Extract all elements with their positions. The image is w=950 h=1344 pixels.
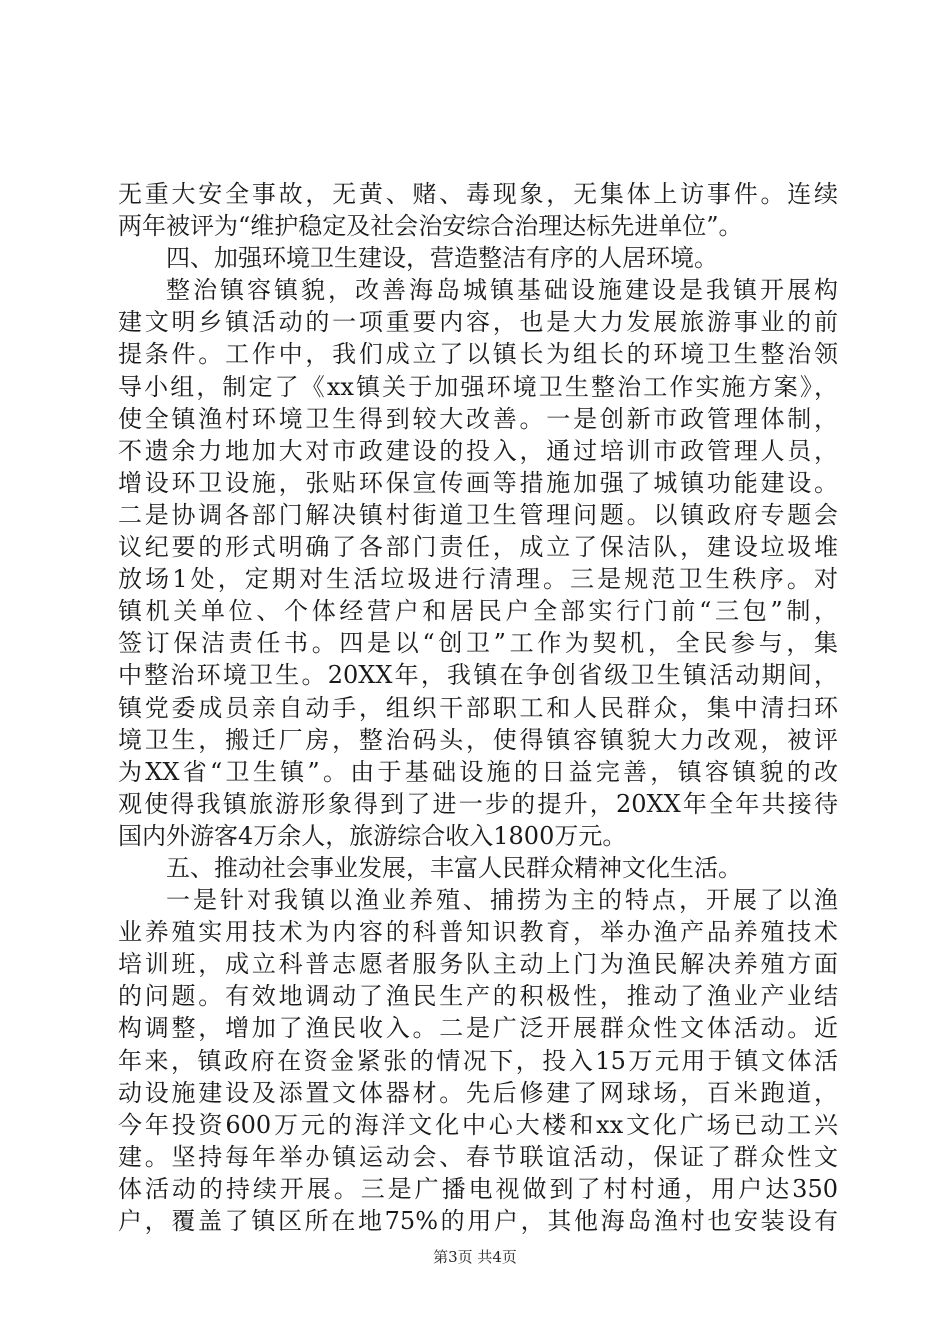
text-line: 中整治环境卫生。20XX年，我镇在争创省级卫生镇活动期间， <box>118 661 838 690</box>
text-line: 境卫生，搬迁厂房，整治码头，使得镇容镇貌大力改观，被评 <box>118 725 838 754</box>
text-line: 整治镇容镇貌，改善海岛城镇基础设施建设是我镇开展构 <box>166 276 838 305</box>
text-line: 四、加强环境卫生建设，营造整洁有序的人居环境。 <box>166 244 718 273</box>
text-line: 观使得我镇旅游形象得到了进一步的提升，20XX年全年共接待 <box>118 789 838 818</box>
text-line: 使全镇渔村环境卫生得到较大改善。一是创新市政管理体制， <box>118 404 838 433</box>
text-line: 构调整，增加了渔民收入。二是广泛开展群众性文体活动。近 <box>118 1014 838 1043</box>
page-footer: 第3页 共4页 <box>433 1248 517 1266</box>
text-line: 不遗余力地加大对市政建设的投入，通过培训市政管理人员， <box>118 436 838 465</box>
document-body <box>118 178 838 1237</box>
text-line: 建。坚持每年举办镇运动会、春节联谊活动，保证了群众性文 <box>118 1142 838 1171</box>
text-line: 提条件。工作中，我们成立了以镇长为组长的环境卫生整治领 <box>118 340 838 369</box>
text-line: 国内外游客4万余人，旅游综合收入1800万元。 <box>118 821 627 850</box>
text-line: 为XX省“卫生镇”。由于基础设施的日益完善，镇容镇貌的改 <box>118 757 838 786</box>
text-line: 两年被评为“维护稳定及社会治安综合治理达标先进单位”。 <box>118 212 743 241</box>
text-line: 二是协调各部门解决镇村街道卫生管理问题。以镇政府专题会 <box>118 500 838 529</box>
text-line: 五、推动社会事业发展，丰富人民群众精神文化生活。 <box>166 853 742 882</box>
text-line: 一是针对我镇以渔业养殖、捕捞为主的特点，开展了以渔 <box>166 886 838 915</box>
text-line: 导小组，制定了《xx镇关于加强环境卫生整治工作实施方案》， <box>118 372 838 401</box>
text-line: 镇党委成员亲自动手，组织干部职工和人民群众，集中清扫环 <box>118 693 838 722</box>
text-line: 议纪要的形式明确了各部门责任，成立了保洁队，建设垃圾堆 <box>118 533 838 562</box>
text-line: 动设施建设及添置文体器材。先后修建了网球场，百米跑道， <box>118 1078 838 1107</box>
text-line: 镇机关单位、个体经营户和居民户全部实行门前“三包”制， <box>118 597 838 626</box>
text-line: 户，覆盖了镇区所在地75%的用户，其他海岛渔村也安装设有 <box>118 1207 838 1235</box>
text-line: 的问题。有效地调动了渔民生产的积极性，推动了渔业产业结 <box>118 982 838 1011</box>
text-line: 培训班，成立科普志愿者服务队主动上门为渔民解决养殖方面 <box>118 950 838 979</box>
text-line: 建文明乡镇活动的一项重要内容，也是大力发展旅游事业的前 <box>118 308 838 337</box>
text-line: 今年投资600万元的海洋文化中心大楼和xx文化广场已动工兴 <box>118 1110 838 1139</box>
text-line: 签订保洁责任书。四是以“创卫”工作为契机，全民参与，集 <box>118 629 838 658</box>
text-line: 体活动的持续开展。三是广播电视做到了村村通，用户达350 <box>118 1174 838 1203</box>
text-line: 放场1处，定期对生活垃圾进行清理。三是规范卫生秩序。对 <box>118 565 838 594</box>
text-line: 年来，镇政府在资金紧张的情况下，投入15万元用于镇文体活 <box>118 1046 838 1075</box>
text-line: 增设环卫设施，张贴环保宣传画等措施加强了城镇功能建设。 <box>118 468 838 497</box>
text-line: 业养殖实用技术为内容的科普知识教育，举办渔产品养殖技术 <box>118 918 838 947</box>
text-line: 无重大安全事故，无黄、赌、毒现象，无集体上访事件。连续 <box>118 180 838 208</box>
